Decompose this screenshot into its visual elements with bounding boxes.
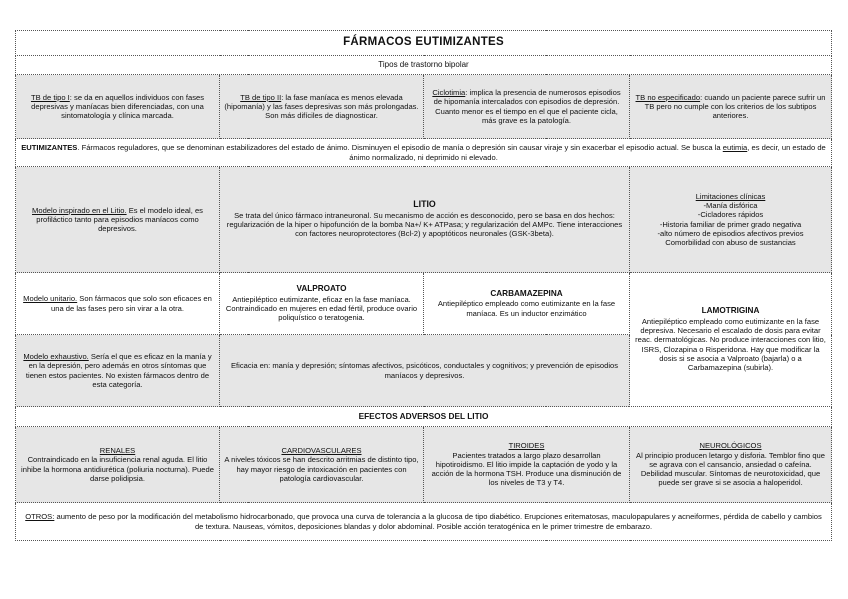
tiroides-cell xyxy=(424,427,630,503)
carbamazepina-cell xyxy=(424,273,630,335)
model-litio-cell xyxy=(16,167,220,273)
litio-title: LITIO xyxy=(413,199,436,210)
model-litio-text: Es el modelo ideal, es profiláctico tanto para episodios maníacos como depresivos. xyxy=(36,205,203,234)
eutimia-term: eutimia xyxy=(722,143,748,153)
otros-text: aumento de peso por la modificación del metabolismo hidrocarbonado, que provoca una curva de tolerancia a la glucosa de tipo diabético. Erupciones eritematosas, maculopapulares y acneiformes, pérdida de cabello y cambios de textura. Nauseas, vómitos, deposiciones blandas y dolor abdominal. Posible acción teratogénica en le primer trimestre de embarazo. xyxy=(54,512,822,531)
model-exhaustivo-term: Modelo exhaustivo. xyxy=(23,351,89,361)
eutimizantes-text-2: , es decir, un estado de ánimo normalizado, ni deprimido ni elevado. xyxy=(349,143,826,162)
renales-cell xyxy=(16,427,220,503)
valproato-description: Antiepiléptico eutimizante, eficaz en la fase maníaca. Contraindicado en mujeres en edad fértil, produce ovario poliquístico o teratogenia. xyxy=(225,294,418,323)
limitation-item: -Historia familiar de primer grado negativa xyxy=(659,219,802,229)
eutimizantes-label: EUTIMIZANTES xyxy=(21,143,78,153)
document-title: FÁRMACOS EUTIMIZANTES xyxy=(16,31,832,56)
type-ii-cell xyxy=(220,75,424,139)
limitation-item: -alto número de episodios afectivos previos xyxy=(657,228,804,238)
model-litio-term: Modelo inspirado en el Litio. xyxy=(32,205,127,215)
valproato-title: VALPROATO xyxy=(296,284,347,294)
limitation-item: -Manía disfórica xyxy=(703,200,758,210)
adverse-title-row xyxy=(16,407,832,427)
otros-row xyxy=(16,503,832,541)
type-ne-term: TB no especificado xyxy=(635,92,701,102)
document-sheet xyxy=(15,30,831,541)
otros-term: OTROS: xyxy=(25,512,55,522)
eutimizantes-definition xyxy=(16,139,832,167)
eutimizantes-row xyxy=(16,139,832,167)
eficacia-cell: Eficacia en: manía y depresión; síntomas afectivos, psicóticos, conductales y cognitivos; y prevención de episodios maníacos y depresivos. xyxy=(220,335,630,407)
tiroides-text: Pacientes tratados a largo plazo desarrollan hipotiroidismo. El litio impide la captación de yodo y la acción de la hormona TSH. Produce una disminución de los niveles de T3 y T4. xyxy=(431,450,622,488)
adverse-effects-row xyxy=(16,427,832,503)
renales-text: Contraindicado en la insuficiencia renal aguda. El litio inhibe la hormona antidiurética (poliuria nocturna). Puede darse polidipsia. xyxy=(21,455,214,483)
otros-cell xyxy=(16,503,832,541)
litio-cell xyxy=(220,167,630,273)
model-unitario-text: Son fármacos que solo son eficaces en una de las fases pero sin virar a la otra. xyxy=(51,294,212,313)
type-i-cell xyxy=(16,75,220,139)
model-unitario-term: Modelo unitario. xyxy=(23,294,78,304)
limitations-title: Limitaciones clínicas xyxy=(695,191,766,201)
type-ne-text: : cuando un paciente parece sufrir un TB pero no cumple con los criterios de los subtipos anteriores. xyxy=(644,92,826,121)
lamotrigina-title: LAMOTRIGINA xyxy=(701,306,760,316)
model-exhaustivo-cell xyxy=(16,335,220,407)
tiroides-title: TIROIDES xyxy=(508,441,545,451)
bipolar-types-row xyxy=(16,75,832,139)
ciclotimia-text: : implica la presencia de numerosos episodios de hipomanía intercalados con episodios de depresión. Cuanto menor es el tiempo en el que el paciente cicla, más grave es la patología. xyxy=(433,87,621,125)
lamotrigina-cell xyxy=(630,273,832,407)
litio-description: Se trata del único fármaco intraneuronal. Su mecanismo de acción es desconocido, pero se basa en dos hechos: regularización de la hiper o hipofunción de la bomba Na+/ K+ ATPasa; y regularización del AMPc. Tiene interacciones con factores neuroprotectores (Bcl-2) y apoptóticos neuronales (GSK-3beta). xyxy=(226,210,623,239)
type-ne-cell xyxy=(630,75,832,139)
carbamazepina-description: Antiepiléptico empleado como eutimizante en la fase maníaca. Es un inductor enzimático xyxy=(437,299,616,318)
lamotrigina-description: Antiepiléptico empleado como eutimizante en la fase depresiva. Necesario el escalado de dosis para evitar reac. dermatológicas. No produce interacciones con litio, ISRS, Clozapina o Risperidona. Hay que modificar la dosis si se asocia a Valproato (bajarla) o a Carbamazepina (subirla). xyxy=(635,316,826,373)
type-i-text: : se da en aquellos individuos con fases depresivas y maníacas bien diferenciadas, con una sintomatología y clínica marcada. xyxy=(31,92,205,121)
cardiovasculares-title: CARDIOVASCULARES xyxy=(281,445,362,455)
type-i-term: TB de tipo I xyxy=(30,92,70,102)
renales-title: RENALES xyxy=(99,445,136,455)
unitario-row xyxy=(16,273,832,335)
limitation-item: Comorbilidad con abuso de sustancias xyxy=(665,238,796,248)
ciclotimia-cell xyxy=(424,75,630,139)
model-unitario-cell xyxy=(16,273,220,335)
type-ii-text: : la fase maníaca es menos elevada (hipomanía) y las fases depresivas son más prolongadas. Son más difíciles de diagnosticar. xyxy=(224,92,419,121)
subtitle-row xyxy=(16,56,832,75)
ciclotimia-term: Ciclotimia xyxy=(432,87,466,97)
model-exhaustivo-text: Sería el que es eficaz en la manía y en la depresión, pero además en otros síntomas que tienen estos pacientes. No existen fármacos dentro de esta categoría. xyxy=(25,351,212,389)
title-row xyxy=(16,31,832,56)
type-ii-term: TB de tipo II xyxy=(240,92,282,102)
neurologicos-title: NEUROLÓGICOS xyxy=(699,441,762,451)
eutimizantes-text-1: . Fármacos reguladores, que se denominan estabilizadores del estado de ánimo. Disminuyen el episodio de manía o depresión sin causar viraje y sin exacerbar el episodio actual. Se busca la xyxy=(77,143,723,153)
neurologicos-cell xyxy=(630,427,832,503)
neurologicos-text: Al principio producen letargo y disforia. Temblor fino que se agrava con el cansancio, ansiedad o cafeína. Debilidad muscular. Síntomas de neurotoxicidad, que puede ser grave si se asocia a haloperidol. xyxy=(636,450,825,488)
litio-row xyxy=(16,167,832,273)
adverse-effects-title: EFECTOS ADVERSOS DEL LITIO xyxy=(16,407,832,427)
cardiovasculares-cell xyxy=(220,427,424,503)
limitations-cell xyxy=(630,167,832,273)
limitation-item: -Cicladores rápidos xyxy=(697,210,764,220)
carbamazepina-title: CARBAMAZEPINA xyxy=(490,289,563,299)
valproato-cell xyxy=(220,273,424,335)
eutimizantes-table xyxy=(15,30,832,541)
subtitle: Tipos de trastorno bipolar xyxy=(16,56,832,75)
cardiovasculares-text: A niveles tóxicos se han descrito arritmias de distinto tipo, hay mayor riesgo de intoxicación en pacientes con patología cardiovascular. xyxy=(224,455,419,483)
